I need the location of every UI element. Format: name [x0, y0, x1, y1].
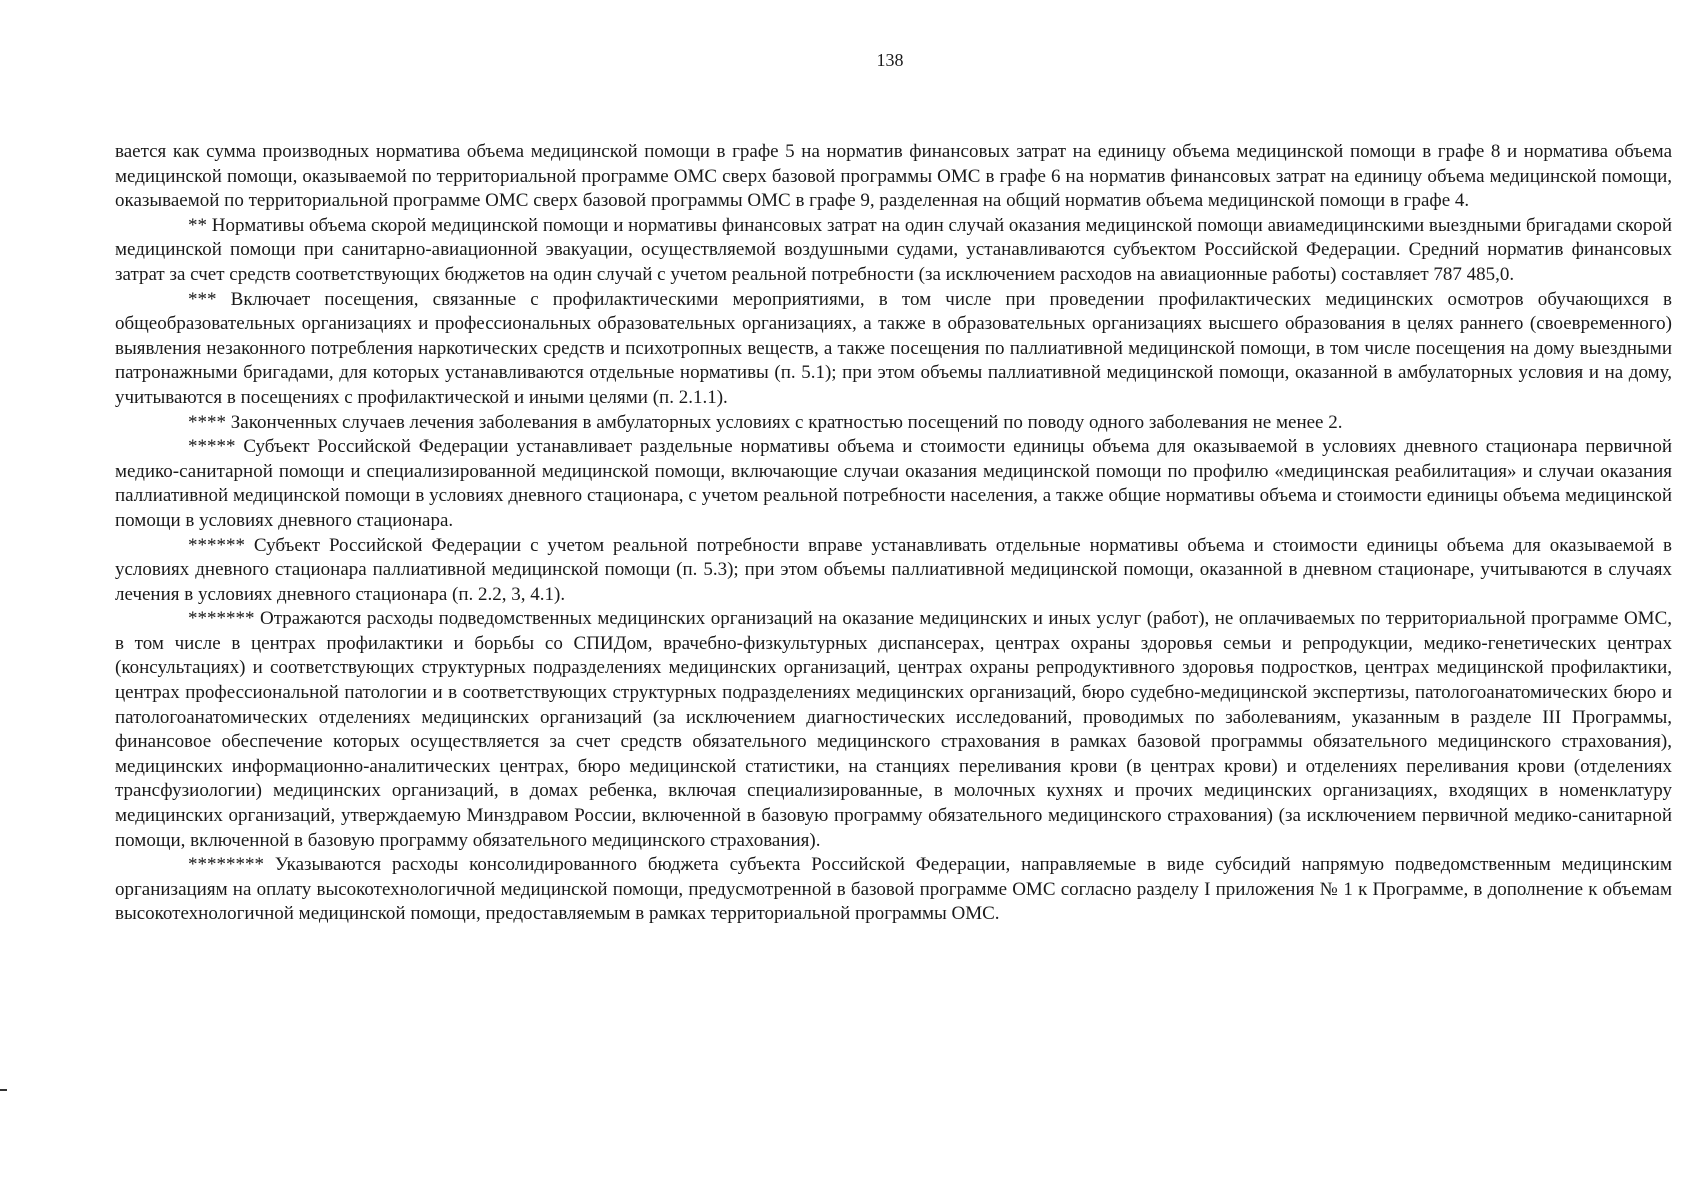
scan-margin-mark	[0, 1089, 7, 1091]
footnote-2-stars: ** Нормативы объема скорой медицинской помощи и нормативы финансовых затрат на один случай оказания медицинской помощи авиамедицинскими выездными бригадами скорой медицинской помощи при санитарно-авиационной эвакуации, осуществляемой воздушными судами, устанавливаются субъектом Российской Федерации. Средний норматив финансовых затрат за счет средств соответствующих бюджетов на один случай с учетом реальной потребности (за исключением расходов на авиационные работы) составляет 787 485,0.	[115, 214, 1672, 285]
footnote-5-stars: ***** Субъект Российской Федерации устанавливает раздельные нормативы объема и стоимости единицы объема для оказываемой в условиях дневного стационара первичной медико-санитарной помощи и специализированной медицинской помощи, включающие случаи оказания медицинской помощи по профилю «медицинская реабилитация» и случаи оказания паллиативной медицинской помощи в условиях дневного стационара, с учетом реальной потребности населения, а также общие нормативы объема и стоимости единицы объема медицинской помощи в условиях дневного стационара.	[115, 436, 1672, 531]
footnote-6-stars: ****** Субъект Российской Федерации с учетом реальной потребности вправе устанавливать отдельные нормативы объема и стоимости единицы объема для оказываемой в условиях дневного стационара паллиативной медицинской помощи (п. 5.3); при этом объемы паллиативной медицинской помощи, оказанной в дневном стационаре, учитываются в случаях лечения в условиях дневного стационара (п. 2.2, 3, 4.1).	[115, 534, 1672, 605]
footnote-7-stars: ******* Отражаются расходы подведомственных медицинских организаций на оказание медицинских и иных услуг (работ), не оплачиваемых по территориальной программе ОМС, в том числе в центрах профилактики и борьбы со СПИДом, врачебно-физкультурных диспансерах, центрах охраны здоровья семьи и репродукции, медико-генетических центрах (консультациях) и соответствующих структурных подразделениях медицинских организаций, центрах охраны репродуктивного здоровья подростков, центрах медицинской профилактики, центрах профессиональной патологии и в соответствующих структурных подразделениях медицинских организаций, бюро судебно-медицинской экспертизы, патологоанатомических бюро и патологоанатомических отделениях медицинских организаций (за исключением диагностических исследований, проводимых по заболеваниям, указанным в разделе III Программы, финансовое обеспечение которых осуществляется за счет средств обязательного медицинского страхования в рамках базовой программы обязательного медицинского страхования), медицинских информационно-аналитических центрах, бюро медицинской статистики, на станциях переливания крови (в центрах крови) и отделениях переливания крови (отделениях трансфузиологии) медицинских организаций, в домах ребенка, включая специализированные, в молочных кухнях и прочих медицинских организациях, входящих в номенклатуру медицинских организаций, утверждаемую Минздравом России, включенной в базовую программу обязательного медицинского страхования) (за исключением первичной медико-санитарной помощи, включенной в базовую программу обязательного медицинского страхования).	[115, 608, 1672, 851]
footnote-8-stars: ******** Указываются расходы консолидированного бюджета субъекта Российской Федерации, направляемые в виде субсидий напрямую подведомственным медицинским организациям на оплату высокотехнологичной медицинской помощи, предусмотренной в базовой программе ОМС согласно разделу I приложения № 1 к Программе, в дополнение к объемам высокотехнологичной медицинской помощи, предоставляемым в рамках территориальной программы ОМС.	[115, 854, 1672, 925]
footnote-3-stars: *** Включает посещения, связанные с профилактическими мероприятиями, в том числе при проведении профилактических медицинских осмотров обучающихся в общеобразовательных организациях и профессиональных образовательных организациях, а также в образовательных организациях высшего образования в целях раннего (своевременного) выявления незаконного потребления наркотических средств и психотропных веществ, а также посещения по паллиативной медицинской помощи, в том числе посещения на дому выездными патронажными бригадами, для которых устанавливаются отдельные нормативы (п. 5.1); при этом объемы паллиативной медицинской помощи, оказанной в амбулаторных условия и на дому, учитываются в посещениях с профилактической и иными целями (п. 2.1.1).	[115, 288, 1672, 408]
footnote-4-stars: **** Законченных случаев лечения заболевания в амбулаторных условиях с кратностью посещений по поводу одного заболевания не менее 2.	[188, 411, 1343, 433]
paragraph-continuation: вается как сумма производных норматива объема медицинской помощи в графе 5 на норматив финансовых затрат на единицу объема медицинской помощи в графе 8 и норматива объема медицинской помощи, оказываемой по территориальной программе ОМС сверх базовой программы ОМС в графе 6 на норматив финансовых затрат на единицу объема медицинской помощи, оказываемой по территориальной программе ОМС сверх базовой программы ОМС в графе 9, разделенная на общий норматив объема медицинской помощи в графе 4.	[115, 141, 1672, 212]
footnotes-text	[115, 140, 1672, 927]
page-number: 138	[876, 50, 904, 70]
